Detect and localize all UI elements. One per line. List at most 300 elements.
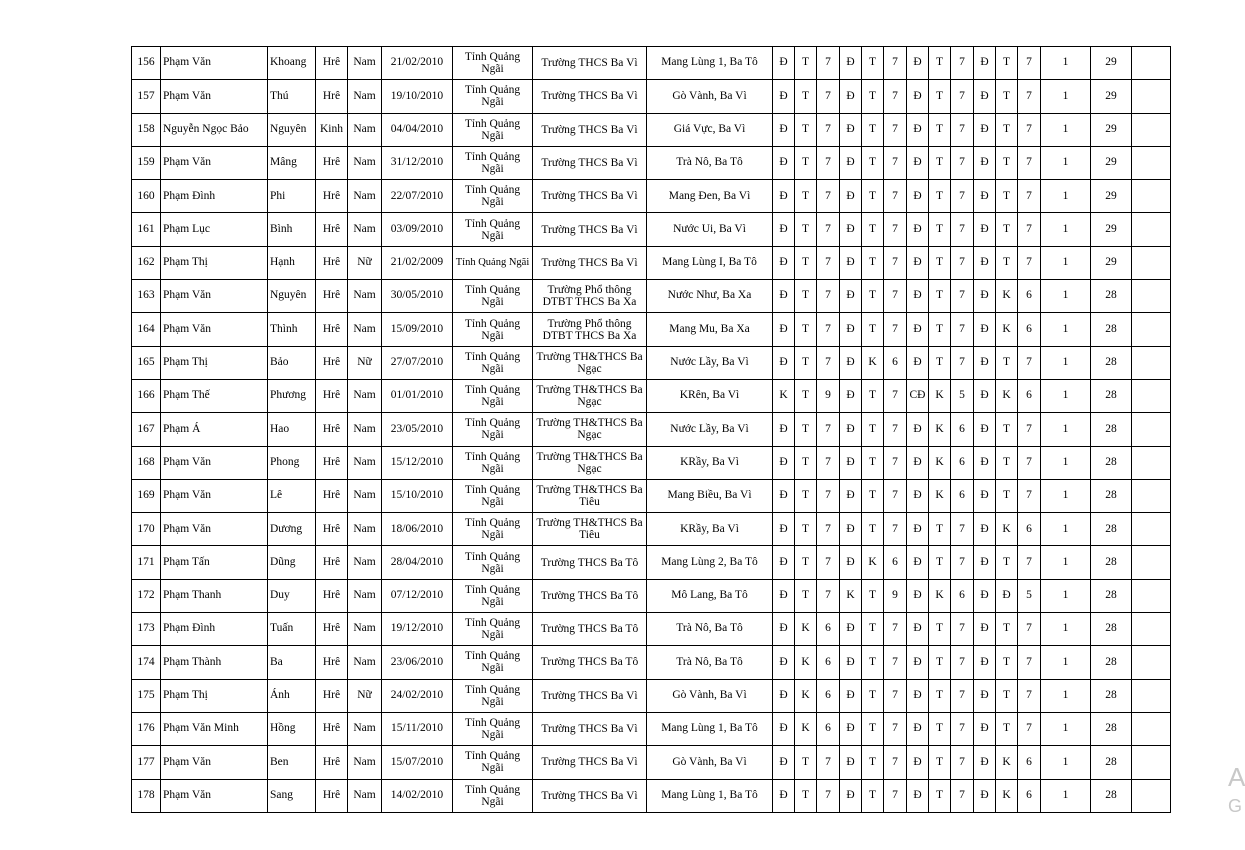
cell-priority-points: 1: [1041, 80, 1091, 113]
cell-total-score: 28: [1091, 513, 1132, 546]
cell-address: Mang Mu, Ba Xa: [647, 313, 773, 346]
cell-grade9-academic: K: [996, 746, 1018, 779]
cell-grade6-academic: T: [795, 746, 817, 779]
cell-total-score: 29: [1091, 146, 1132, 179]
cell-row-number: 163: [132, 280, 161, 313]
cell-grade6-conduct: Đ: [773, 280, 795, 313]
cell-grade7-score: 7: [884, 413, 907, 446]
cell-ethnicity: Hrê: [316, 479, 348, 512]
cell-grade9-score: 7: [1018, 180, 1041, 213]
cell-grade6-conduct: Đ: [773, 80, 795, 113]
cell-address: Mô Lang, Ba Tô: [647, 579, 773, 612]
cell-birth-date: 15/09/2010: [382, 313, 453, 346]
cell-grade7-academic: K: [862, 546, 884, 579]
cell-gender: Nam: [348, 280, 382, 313]
cell-gender: Nam: [348, 80, 382, 113]
cell-school: Trường TH&THCS Ba Tiêu: [533, 513, 647, 546]
cell-grade8-conduct: Đ: [907, 113, 929, 146]
cell-birth-date: 15/11/2010: [382, 712, 453, 745]
cell-birth-date: 30/05/2010: [382, 280, 453, 313]
cell-last-name: Phạm Văn: [161, 146, 268, 179]
cell-grade6-conduct: Đ: [773, 346, 795, 379]
cell-total-score: 29: [1091, 80, 1132, 113]
cell-grade8-academic: T: [929, 180, 951, 213]
cell-grade8-conduct: Đ: [907, 712, 929, 745]
cell-last-name: Nguyễn Ngọc Bảo: [161, 113, 268, 146]
table-row: [132, 446, 1171, 479]
cell-grade6-academic: T: [795, 180, 817, 213]
cell-grade9-conduct: Đ: [974, 546, 996, 579]
cell-ethnicity: Hrê: [316, 579, 348, 612]
cell-grade9-academic: Đ: [996, 579, 1018, 612]
cell-notes: [1132, 413, 1171, 446]
cell-priority-points: 1: [1041, 146, 1091, 179]
table-row: [132, 346, 1171, 379]
cell-priority-points: 1: [1041, 646, 1091, 679]
cell-grade8-score: 7: [951, 613, 974, 646]
cell-grade9-conduct: Đ: [974, 579, 996, 612]
cell-first-name: Nguyên: [268, 280, 316, 313]
cell-last-name: Phạm Thị: [161, 679, 268, 712]
cell-row-number: 177: [132, 746, 161, 779]
cell-grade6-score: 6: [817, 712, 840, 745]
cell-school: Trường TH&THCS Ba Ngạc: [533, 346, 647, 379]
cell-last-name: Phạm Văn: [161, 779, 268, 812]
cell-grade6-score: 7: [817, 47, 840, 80]
cell-grade8-conduct: Đ: [907, 446, 929, 479]
cell-row-number: 168: [132, 446, 161, 479]
cell-grade9-conduct: Đ: [974, 180, 996, 213]
table-row: [132, 746, 1171, 779]
cell-last-name: Phạm Văn: [161, 313, 268, 346]
cell-school: Trường THCS Ba Vì: [533, 213, 647, 246]
cell-birth-date: 19/10/2010: [382, 80, 453, 113]
cell-notes: [1132, 246, 1171, 279]
cell-gender: Nam: [348, 113, 382, 146]
cell-total-score: 29: [1091, 180, 1132, 213]
cell-grade7-academic: T: [862, 613, 884, 646]
cell-ethnicity: Hrê: [316, 679, 348, 712]
cell-ethnicity: Hrê: [316, 146, 348, 179]
cell-grade6-conduct: Đ: [773, 213, 795, 246]
cell-gender: Nam: [348, 413, 382, 446]
cell-grade6-conduct: Đ: [773, 246, 795, 279]
cell-ethnicity: Hrê: [316, 613, 348, 646]
cell-birth-date: 01/01/2010: [382, 379, 453, 412]
cell-priority-points: 1: [1041, 746, 1091, 779]
cell-birth-date: 18/06/2010: [382, 513, 453, 546]
cell-total-score: 28: [1091, 346, 1132, 379]
cell-birth-date: 19/12/2010: [382, 613, 453, 646]
cell-grade6-academic: T: [795, 546, 817, 579]
cell-grade8-conduct: Đ: [907, 280, 929, 313]
cell-grade9-conduct: Đ: [974, 613, 996, 646]
cell-grade8-conduct: Đ: [907, 413, 929, 446]
cell-grade8-conduct: Đ: [907, 546, 929, 579]
cell-notes: [1132, 579, 1171, 612]
cell-first-name: Phong: [268, 446, 316, 479]
cell-grade8-academic: T: [929, 280, 951, 313]
cell-grade8-academic: T: [929, 146, 951, 179]
cell-grade7-score: 9: [884, 579, 907, 612]
cell-grade6-conduct: Đ: [773, 746, 795, 779]
cell-gender: Nam: [348, 379, 382, 412]
cell-notes: [1132, 346, 1171, 379]
cell-grade6-academic: T: [795, 446, 817, 479]
cell-grade7-academic: T: [862, 180, 884, 213]
cell-last-name: Phạm Văn: [161, 746, 268, 779]
cell-notes: [1132, 546, 1171, 579]
cell-total-score: 28: [1091, 679, 1132, 712]
cell-grade6-conduct: K: [773, 379, 795, 412]
cell-school: Trường Phổ thông DTBT THCS Ba Xa: [533, 313, 647, 346]
cell-school: Trường THCS Ba Vì: [533, 113, 647, 146]
cell-grade6-score: 7: [817, 280, 840, 313]
cell-gender: Nam: [348, 712, 382, 745]
cell-first-name: Phương: [268, 379, 316, 412]
cell-grade9-conduct: Đ: [974, 313, 996, 346]
cell-grade7-conduct: Đ: [840, 47, 862, 80]
cell-notes: [1132, 746, 1171, 779]
cell-grade8-academic: T: [929, 546, 951, 579]
cell-birthplace: Tỉnh Quảng Ngãi: [453, 513, 533, 546]
cell-grade6-academic: T: [795, 313, 817, 346]
cell-total-score: 28: [1091, 479, 1132, 512]
cell-first-name: Bảo: [268, 346, 316, 379]
cell-grade6-academic: T: [795, 513, 817, 546]
cell-address: Nước Lầy, Ba Vì: [647, 413, 773, 446]
cell-grade7-score: 7: [884, 513, 907, 546]
cell-grade8-conduct: Đ: [907, 213, 929, 246]
cell-grade8-conduct: Đ: [907, 579, 929, 612]
cell-school: Trường TH&THCS Ba Ngạc: [533, 413, 647, 446]
cell-address: Mang Đen, Ba Vì: [647, 180, 773, 213]
cell-grade9-score: 6: [1018, 746, 1041, 779]
cell-priority-points: 1: [1041, 579, 1091, 612]
cell-last-name: Phạm Văn Minh: [161, 712, 268, 745]
cell-grade7-score: 7: [884, 146, 907, 179]
cell-priority-points: 1: [1041, 546, 1091, 579]
cell-grade8-conduct: Đ: [907, 80, 929, 113]
cell-birth-date: 27/07/2010: [382, 346, 453, 379]
cell-grade8-conduct: Đ: [907, 746, 929, 779]
cell-school: Trường TH&THCS Ba Ngạc: [533, 446, 647, 479]
table-row: [132, 280, 1171, 313]
cell-address: Gò Vành, Ba Vì: [647, 679, 773, 712]
cell-birth-date: 15/07/2010: [382, 746, 453, 779]
cell-birthplace: Tỉnh Quảng Ngãi: [453, 446, 533, 479]
cell-grade8-academic: T: [929, 80, 951, 113]
cell-birthplace: Tỉnh Quảng Ngãi: [453, 146, 533, 179]
cell-grade9-academic: T: [996, 446, 1018, 479]
cell-grade6-academic: T: [795, 80, 817, 113]
cell-grade8-score: 7: [951, 113, 974, 146]
cell-grade8-academic: K: [929, 379, 951, 412]
cell-grade8-academic: K: [929, 446, 951, 479]
cell-gender: Nam: [348, 180, 382, 213]
cell-notes: [1132, 446, 1171, 479]
cell-grade6-score: 7: [817, 479, 840, 512]
cell-grade8-academic: K: [929, 479, 951, 512]
cell-first-name: Nguyên: [268, 113, 316, 146]
cell-notes: [1132, 379, 1171, 412]
cell-ethnicity: Hrê: [316, 346, 348, 379]
cell-row-number: 165: [132, 346, 161, 379]
cell-grade6-conduct: Đ: [773, 413, 795, 446]
cell-ethnicity: Kinh: [316, 113, 348, 146]
cell-grade6-score: 7: [817, 513, 840, 546]
cell-address: Mang Lùng I, Ba Tô: [647, 246, 773, 279]
cell-grade7-conduct: Đ: [840, 113, 862, 146]
cell-row-number: 157: [132, 80, 161, 113]
cell-first-name: Duy: [268, 579, 316, 612]
table-row: [132, 613, 1171, 646]
cell-grade6-conduct: Đ: [773, 180, 795, 213]
cell-gender: Nam: [348, 47, 382, 80]
cell-gender: Nữ: [348, 346, 382, 379]
cell-ethnicity: Hrê: [316, 80, 348, 113]
cell-grade7-academic: T: [862, 80, 884, 113]
cell-total-score: 29: [1091, 47, 1132, 80]
cell-grade7-score: 7: [884, 313, 907, 346]
cell-grade9-conduct: Đ: [974, 479, 996, 512]
cell-grade9-conduct: Đ: [974, 413, 996, 446]
cell-grade6-conduct: Đ: [773, 679, 795, 712]
cell-school: Trường THCS Ba Vì: [533, 80, 647, 113]
cell-birthplace: Tỉnh Quảng Ngãi: [453, 712, 533, 745]
cell-grade9-academic: T: [996, 246, 1018, 279]
cell-grade7-score: 7: [884, 47, 907, 80]
cell-grade8-conduct: Đ: [907, 779, 929, 812]
cell-grade7-conduct: Đ: [840, 479, 862, 512]
cell-ethnicity: Hrê: [316, 413, 348, 446]
cell-ethnicity: Hrê: [316, 746, 348, 779]
cell-birthplace: Tỉnh Quảng Ngãi: [453, 346, 533, 379]
cell-gender: Nam: [348, 446, 382, 479]
cell-gender: Nam: [348, 579, 382, 612]
cell-birth-date: 23/05/2010: [382, 413, 453, 446]
cell-notes: [1132, 47, 1171, 80]
cell-school: Trường THCS Ba Vì: [533, 180, 647, 213]
cell-grade8-academic: T: [929, 47, 951, 80]
cell-grade8-conduct: Đ: [907, 646, 929, 679]
cell-grade7-academic: T: [862, 146, 884, 179]
cell-grade9-conduct: Đ: [974, 246, 996, 279]
cell-gender: Nam: [348, 546, 382, 579]
cell-birthplace: Tỉnh Quảng Ngãi: [453, 779, 533, 812]
cell-grade9-academic: T: [996, 146, 1018, 179]
cell-grade6-score: 7: [817, 80, 840, 113]
cell-grade9-academic: T: [996, 180, 1018, 213]
cell-grade6-score: 7: [817, 746, 840, 779]
cell-grade6-score: 6: [817, 613, 840, 646]
cell-grade9-score: 7: [1018, 413, 1041, 446]
cell-grade8-score: 7: [951, 180, 974, 213]
cell-grade9-conduct: Đ: [974, 346, 996, 379]
cell-notes: [1132, 113, 1171, 146]
cell-priority-points: 1: [1041, 246, 1091, 279]
cell-grade9-academic: T: [996, 346, 1018, 379]
cell-total-score: 28: [1091, 779, 1132, 812]
cell-priority-points: 1: [1041, 613, 1091, 646]
cell-row-number: 175: [132, 679, 161, 712]
cell-grade7-academic: T: [862, 313, 884, 346]
cell-grade9-score: 7: [1018, 146, 1041, 179]
cell-grade9-academic: T: [996, 113, 1018, 146]
cell-grade8-academic: T: [929, 646, 951, 679]
cell-school: Trường TH&THCS Ba Tiêu: [533, 479, 647, 512]
cell-grade8-score: 7: [951, 146, 974, 179]
cell-address: Mang Lùng 1, Ba Tô: [647, 779, 773, 812]
cell-address: Trà Nô, Ba Tô: [647, 613, 773, 646]
cell-address: Giá Vực, Ba Vì: [647, 113, 773, 146]
watermark-text-line1: A: [1228, 762, 1245, 792]
cell-grade8-score: 7: [951, 646, 974, 679]
cell-grade7-conduct: Đ: [840, 613, 862, 646]
cell-first-name: Thình: [268, 313, 316, 346]
cell-grade6-score: 6: [817, 646, 840, 679]
cell-first-name: Bình: [268, 213, 316, 246]
cell-grade9-score: 7: [1018, 213, 1041, 246]
cell-grade8-academic: T: [929, 746, 951, 779]
cell-row-number: 156: [132, 47, 161, 80]
cell-notes: [1132, 712, 1171, 745]
cell-total-score: 28: [1091, 313, 1132, 346]
cell-grade8-score: 6: [951, 446, 974, 479]
cell-total-score: 28: [1091, 646, 1132, 679]
cell-grade9-conduct: Đ: [974, 446, 996, 479]
cell-grade6-conduct: Đ: [773, 479, 795, 512]
cell-gender: Nam: [348, 613, 382, 646]
cell-grade7-academic: T: [862, 280, 884, 313]
cell-grade8-score: 7: [951, 779, 974, 812]
cell-grade6-conduct: Đ: [773, 613, 795, 646]
cell-grade6-academic: T: [795, 113, 817, 146]
cell-grade9-score: 6: [1018, 379, 1041, 412]
cell-ethnicity: Hrê: [316, 213, 348, 246]
cell-school: Trường Phổ thông DTBT THCS Ba Xa: [533, 280, 647, 313]
cell-grade9-score: 7: [1018, 446, 1041, 479]
cell-ethnicity: Hrê: [316, 546, 348, 579]
cell-grade8-conduct: Đ: [907, 146, 929, 179]
cell-notes: [1132, 146, 1171, 179]
table-row: [132, 246, 1171, 279]
cell-gender: Nam: [348, 313, 382, 346]
cell-ethnicity: Hrê: [316, 379, 348, 412]
cell-school: Trường THCS Ba Tô: [533, 646, 647, 679]
cell-grade6-score: 7: [817, 146, 840, 179]
cell-notes: [1132, 679, 1171, 712]
cell-birth-date: 15/10/2010: [382, 479, 453, 512]
cell-grade8-academic: T: [929, 213, 951, 246]
cell-grade8-score: 6: [951, 479, 974, 512]
cell-grade7-score: 7: [884, 246, 907, 279]
cell-last-name: Phạm Thị: [161, 346, 268, 379]
cell-grade7-conduct: Đ: [840, 646, 862, 679]
cell-priority-points: 1: [1041, 113, 1091, 146]
cell-school: Trường THCS Ba Tô: [533, 579, 647, 612]
cell-notes: [1132, 513, 1171, 546]
cell-birthplace: Tỉnh Quảng Ngãi: [453, 579, 533, 612]
cell-grade6-score: 9: [817, 379, 840, 412]
cell-grade8-score: 6: [951, 579, 974, 612]
cell-first-name: Dũng: [268, 546, 316, 579]
cell-grade7-conduct: Đ: [840, 746, 862, 779]
cell-priority-points: 1: [1041, 213, 1091, 246]
cell-priority-points: 1: [1041, 47, 1091, 80]
cell-grade9-academic: T: [996, 613, 1018, 646]
cell-grade7-score: 7: [884, 446, 907, 479]
cell-total-score: 28: [1091, 446, 1132, 479]
cell-grade9-score: 5: [1018, 579, 1041, 612]
cell-birth-date: 31/12/2010: [382, 146, 453, 179]
cell-grade9-score: 7: [1018, 479, 1041, 512]
cell-school: Trường THCS Ba Vì: [533, 712, 647, 745]
cell-grade9-conduct: Đ: [974, 146, 996, 179]
cell-last-name: Phạm Văn: [161, 80, 268, 113]
cell-first-name: Thú: [268, 80, 316, 113]
cell-row-number: 161: [132, 213, 161, 246]
cell-grade6-score: 7: [817, 113, 840, 146]
cell-first-name: Hao: [268, 413, 316, 446]
cell-grade8-score: 7: [951, 280, 974, 313]
cell-school: Trường THCS Ba Tô: [533, 546, 647, 579]
cell-gender: Nam: [348, 146, 382, 179]
cell-total-score: 28: [1091, 579, 1132, 612]
cell-grade7-score: 6: [884, 546, 907, 579]
cell-grade6-score: 7: [817, 246, 840, 279]
cell-birthplace: Tỉnh Quảng Ngãi: [453, 280, 533, 313]
cell-grade9-conduct: Đ: [974, 646, 996, 679]
cell-address: Mang Biều, Ba Vì: [647, 479, 773, 512]
cell-grade6-conduct: Đ: [773, 313, 795, 346]
cell-grade8-academic: T: [929, 513, 951, 546]
table-row: [132, 146, 1171, 179]
cell-grade6-academic: K: [795, 646, 817, 679]
cell-total-score: 29: [1091, 246, 1132, 279]
cell-grade8-score: 7: [951, 679, 974, 712]
cell-priority-points: 1: [1041, 313, 1091, 346]
cell-school: Trường THCS Ba Vì: [533, 246, 647, 279]
cell-grade9-academic: K: [996, 779, 1018, 812]
table-row: [132, 779, 1171, 812]
cell-last-name: Phạm Văn: [161, 47, 268, 80]
cell-grade7-academic: K: [862, 346, 884, 379]
cell-grade9-score: 7: [1018, 546, 1041, 579]
cell-grade7-conduct: Đ: [840, 446, 862, 479]
cell-grade9-academic: T: [996, 712, 1018, 745]
cell-birthplace: Tỉnh Quảng Ngãi: [453, 313, 533, 346]
cell-ethnicity: Hrê: [316, 313, 348, 346]
cell-address: Nước Lầy, Ba Vì: [647, 346, 773, 379]
cell-grade6-conduct: Đ: [773, 646, 795, 679]
cell-grade9-score: 7: [1018, 113, 1041, 146]
cell-grade6-conduct: Đ: [773, 579, 795, 612]
cell-grade8-conduct: Đ: [907, 346, 929, 379]
cell-last-name: Phạm Thị: [161, 246, 268, 279]
cell-grade9-academic: K: [996, 280, 1018, 313]
cell-total-score: 28: [1091, 613, 1132, 646]
cell-ethnicity: Hrê: [316, 646, 348, 679]
cell-grade8-academic: T: [929, 346, 951, 379]
cell-row-number: 176: [132, 712, 161, 745]
cell-grade7-academic: T: [862, 746, 884, 779]
cell-priority-points: 1: [1041, 413, 1091, 446]
cell-grade9-conduct: Đ: [974, 746, 996, 779]
cell-birthplace: Tỉnh Quảng Ngãi: [453, 646, 533, 679]
cell-grade8-conduct: Đ: [907, 313, 929, 346]
cell-school: Trường TH&THCS Ba Ngạc: [533, 379, 647, 412]
